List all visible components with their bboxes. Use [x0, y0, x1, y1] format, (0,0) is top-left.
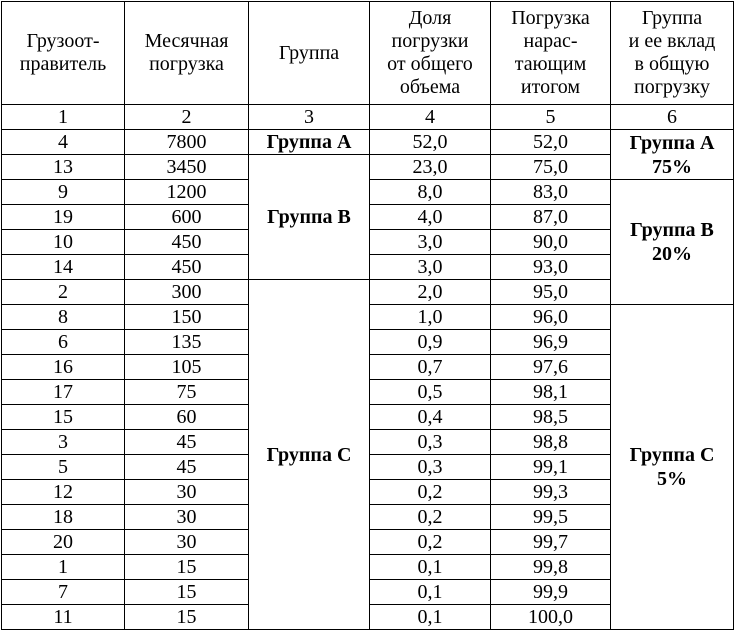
cumulative-cell: 52,0 [491, 130, 611, 155]
share-cell: 0,1 [370, 605, 491, 630]
group-name: Группа A [629, 131, 715, 154]
share-cell: 8,0 [370, 180, 491, 205]
monthly-loading-cell: 30 [125, 505, 249, 530]
shipper-cell: 19 [2, 205, 125, 230]
share-cell: 0,2 [370, 505, 491, 530]
group-contribution: 5% [657, 468, 687, 490]
shipper-cell: 3 [2, 430, 125, 455]
shipper-cell: 14 [2, 255, 125, 280]
header-share: Доля погрузки от общего объема [370, 2, 491, 105]
group-name: Группа B [267, 206, 351, 228]
group-name: Группа A [266, 131, 352, 153]
header-row [2, 2, 734, 105]
monthly-loading-cell: 7800 [125, 130, 249, 155]
cumulative-cell: 83,0 [491, 180, 611, 205]
cumulative-cell: 93,0 [491, 255, 611, 280]
cumulative-cell: 100,0 [491, 605, 611, 630]
share-cell: 4,0 [370, 205, 491, 230]
share-cell: 23,0 [370, 155, 491, 180]
cumulative-cell: 98,8 [491, 430, 611, 455]
shipper-cell: 1 [2, 555, 125, 580]
share-cell: 0,7 [370, 355, 491, 380]
header-group: Группа [249, 2, 370, 105]
share-cell: 0,3 [370, 430, 491, 455]
monthly-loading-cell: 3450 [125, 155, 249, 180]
cumulative-cell: 75,0 [491, 155, 611, 180]
shipper-cell: 4 [2, 130, 125, 155]
share-cell: 0,1 [370, 555, 491, 580]
column-number: 3 [249, 105, 370, 130]
shipper-cell: 2 [2, 280, 125, 305]
monthly-loading-cell: 30 [125, 480, 249, 505]
share-cell: 0,2 [370, 480, 491, 505]
monthly-loading-cell: 1200 [125, 180, 249, 205]
monthly-loading-cell: 45 [125, 430, 249, 455]
monthly-loading-cell: 15 [125, 580, 249, 605]
monthly-loading-cell: 30 [125, 530, 249, 555]
cumulative-cell: 99,9 [491, 580, 611, 605]
cumulative-cell: 99,3 [491, 480, 611, 505]
shipper-cell: 10 [2, 230, 125, 255]
shipper-cell: 12 [2, 480, 125, 505]
column-number: 4 [370, 105, 491, 130]
column-number-row [2, 105, 734, 130]
header-group-contribution: Группа и ее вклад в общую погрузку [611, 2, 734, 105]
monthly-loading-cell: 75 [125, 380, 249, 405]
shipper-cell: 11 [2, 605, 125, 630]
group-contribution-cell [611, 180, 734, 305]
shipper-cell: 9 [2, 180, 125, 205]
share-cell: 0,1 [370, 580, 491, 605]
cumulative-cell: 99,5 [491, 505, 611, 530]
column-number: 1 [2, 105, 125, 130]
cumulative-cell: 98,1 [491, 380, 611, 405]
group-cell [249, 280, 370, 630]
group-contribution-cell [611, 305, 734, 630]
monthly-loading-cell: 15 [125, 605, 249, 630]
share-cell: 0,9 [370, 330, 491, 355]
cumulative-cell: 96,9 [491, 330, 611, 355]
shipper-cell: 6 [2, 330, 125, 355]
table-row [2, 130, 734, 155]
group-contribution: 75% [652, 155, 692, 178]
header-shipper: Грузоот- правитель [2, 2, 125, 105]
shipper-cell: 18 [2, 505, 125, 530]
shipper-cell: 7 [2, 580, 125, 605]
group-name: Группа C [266, 443, 352, 466]
share-cell: 2,0 [370, 280, 491, 305]
cumulative-cell: 95,0 [491, 280, 611, 305]
group-cell [249, 155, 370, 280]
shipper-cell: 8 [2, 305, 125, 330]
monthly-loading-cell: 60 [125, 405, 249, 430]
cumulative-cell: 98,5 [491, 405, 611, 430]
cumulative-cell: 96,0 [491, 305, 611, 330]
group-cell [249, 130, 370, 155]
share-cell: 0,4 [370, 405, 491, 430]
column-number: 2 [125, 105, 249, 130]
cumulative-cell: 90,0 [491, 230, 611, 255]
shipper-cell: 13 [2, 155, 125, 180]
share-cell: 3,0 [370, 255, 491, 280]
header-monthly-loading: Месячная погрузка [125, 2, 249, 105]
cumulative-cell: 87,0 [491, 205, 611, 230]
monthly-loading-cell: 450 [125, 230, 249, 255]
monthly-loading-cell: 450 [125, 255, 249, 280]
shipper-cell: 15 [2, 405, 125, 430]
column-number: 5 [491, 105, 611, 130]
shipper-cell: 5 [2, 455, 125, 480]
shipper-cell: 16 [2, 355, 125, 380]
group-contribution-cell [611, 130, 734, 180]
monthly-loading-cell: 135 [125, 330, 249, 355]
share-cell: 0,2 [370, 530, 491, 555]
column-number: 6 [611, 105, 734, 130]
cumulative-cell: 99,8 [491, 555, 611, 580]
share-cell: 0,3 [370, 455, 491, 480]
group-name: Группа B [630, 219, 714, 241]
cumulative-cell: 99,1 [491, 455, 611, 480]
group-contribution: 20% [652, 243, 692, 265]
monthly-loading-cell: 45 [125, 455, 249, 480]
monthly-loading-cell: 105 [125, 355, 249, 380]
monthly-loading-cell: 600 [125, 205, 249, 230]
share-cell: 3,0 [370, 230, 491, 255]
monthly-loading-cell: 300 [125, 280, 249, 305]
share-cell: 1,0 [370, 305, 491, 330]
monthly-loading-cell: 15 [125, 555, 249, 580]
cumulative-cell: 97,6 [491, 355, 611, 380]
group-name: Группа C [629, 444, 715, 466]
abc-analysis-table [1, 1, 734, 630]
share-cell: 52,0 [370, 130, 491, 155]
cumulative-cell: 99,7 [491, 530, 611, 555]
monthly-loading-cell: 150 [125, 305, 249, 330]
header-cumulative: Погрузка нарас- тающим итогом [491, 2, 611, 105]
shipper-cell: 17 [2, 380, 125, 405]
shipper-cell: 20 [2, 530, 125, 555]
share-cell: 0,5 [370, 380, 491, 405]
